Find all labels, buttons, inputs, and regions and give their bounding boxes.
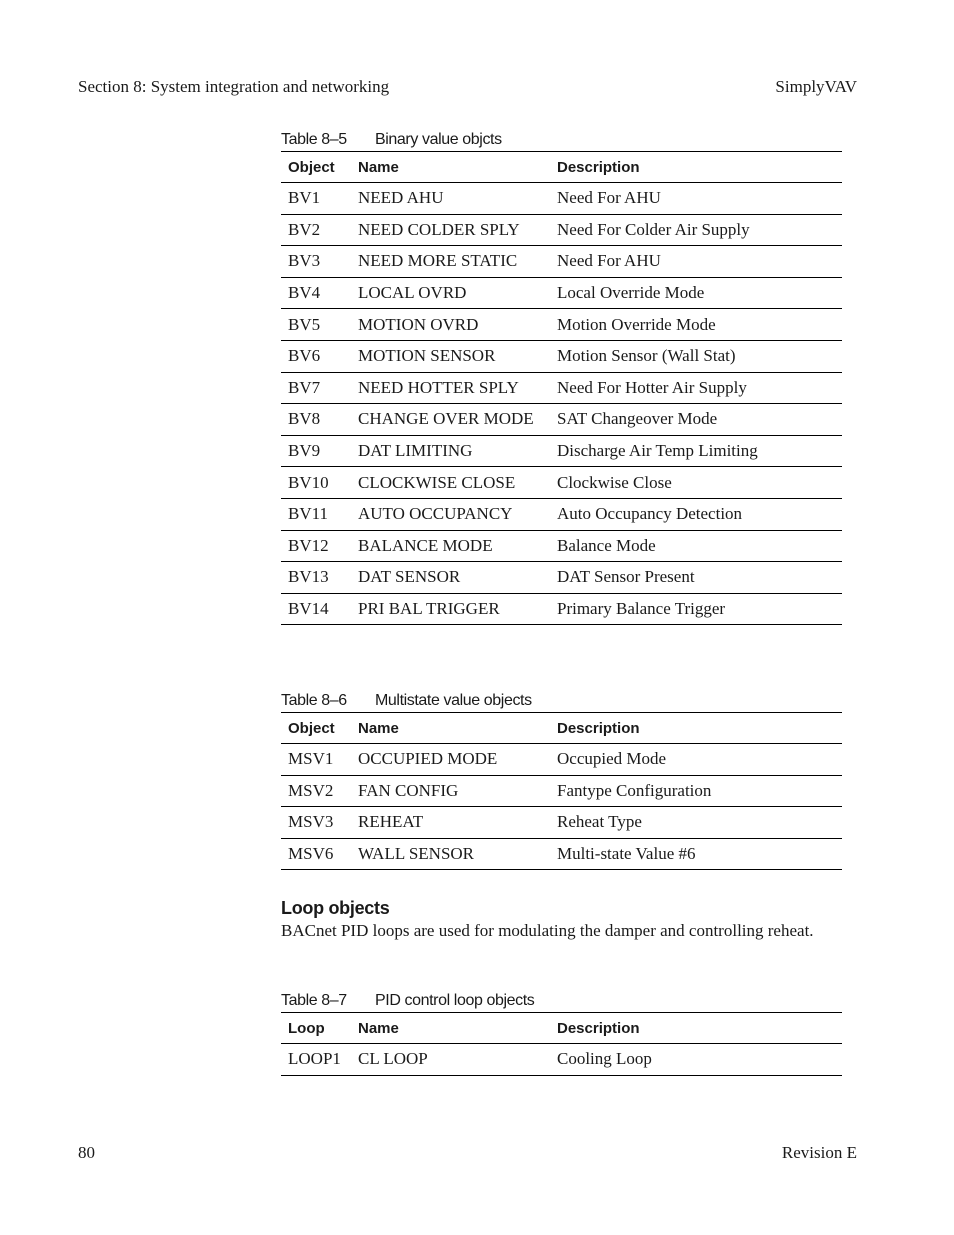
column-header-name: Name [351, 713, 550, 744]
revision-label: Revision E [781, 1143, 857, 1162]
cell-object: BV1 [281, 183, 351, 215]
cell-name: BALANCE MODE [351, 530, 550, 562]
column-header-description: Description [550, 713, 842, 744]
cell-name: NEED COLDER SPLY [351, 214, 550, 246]
table-title: Multistate value objects [375, 692, 532, 709]
cell-description: Cooling Loop [550, 1044, 842, 1076]
cell-name: NEED MORE STATIC [351, 246, 550, 278]
cell-name: PRI BAL TRIGGER [351, 593, 550, 625]
table-body [281, 183, 842, 625]
loop-objects-paragraph: BACnet PID loops are used for modulating the damper and controlling reheat. [281, 921, 814, 940]
cell-name: MOTION SENSOR [351, 340, 550, 372]
table-number: Table 8–5 [281, 131, 347, 148]
cell-object: BV12 [281, 530, 351, 562]
table-row [281, 807, 842, 839]
table-header-row [281, 1013, 842, 1044]
column-header-object: Object [281, 713, 351, 744]
cell-description: DAT Sensor Present [550, 562, 842, 594]
cell-description: Motion Sensor (Wall Stat) [550, 340, 842, 372]
cell-object: BV6 [281, 340, 351, 372]
cell-name: MOTION OVRD [351, 309, 550, 341]
column-header-description: Description [550, 1013, 842, 1044]
table-row [281, 372, 842, 404]
table-row [281, 530, 842, 562]
cell-description: Local Override Mode [550, 277, 842, 309]
table-body [281, 1044, 842, 1076]
cell-description: Auto Occupancy Detection [550, 498, 842, 530]
table-binary-value-objects [281, 129, 842, 625]
cell-name: FAN CONFIG [351, 775, 550, 807]
cell-object: BV5 [281, 309, 351, 341]
cell-object: BV8 [281, 404, 351, 436]
cell-object: BV9 [281, 435, 351, 467]
cell-description: Clockwise Close [550, 467, 842, 499]
cell-object: BV3 [281, 246, 351, 278]
table-caption [281, 129, 842, 151]
table-row [281, 340, 842, 372]
table-pid-control-loop-objects [281, 990, 842, 1076]
table-header-row [281, 713, 842, 744]
cell-description: Occupied Mode [550, 744, 842, 776]
column-header-description: Description [550, 152, 842, 183]
cell-object: MSV6 [281, 838, 351, 870]
cell-description: Need For AHU [550, 183, 842, 215]
table-title: PID control loop objects [375, 992, 535, 1009]
cell-object: BV2 [281, 214, 351, 246]
cell-description: Motion Override Mode [550, 309, 842, 341]
table-row [281, 593, 842, 625]
running-header-section: Section 8: System integration and networking [78, 77, 390, 96]
cell-object: BV14 [281, 593, 351, 625]
cell-name: CHANGE OVER MODE [351, 404, 550, 436]
table-header-row [281, 152, 842, 183]
cell-name: REHEAT [351, 807, 550, 839]
cell-description: Discharge Air Temp Limiting [550, 435, 842, 467]
cell-name: CL LOOP [351, 1044, 550, 1076]
cell-name: OCCUPIED MODE [351, 744, 550, 776]
cell-object: BV11 [281, 498, 351, 530]
cell-object: BV4 [281, 277, 351, 309]
cell-name: NEED AHU [351, 183, 550, 215]
cell-object: MSV3 [281, 807, 351, 839]
table-number: Table 8–7 [281, 992, 347, 1009]
cell-object: BV13 [281, 562, 351, 594]
table-row [281, 246, 842, 278]
cell-object: LOOP1 [281, 1044, 351, 1076]
table-row [281, 214, 842, 246]
column-header-name: Name [351, 152, 550, 183]
table-body [281, 744, 842, 870]
cell-description: Need For AHU [550, 246, 842, 278]
table-row [281, 744, 842, 776]
cell-object: BV7 [281, 372, 351, 404]
table-row [281, 435, 842, 467]
cell-name: WALL SENSOR [351, 838, 550, 870]
cell-description: Reheat Type [550, 807, 842, 839]
table-multistate-value-objects [281, 690, 842, 870]
table-row [281, 467, 842, 499]
table-row [281, 838, 842, 870]
cell-description: Need For Colder Air Supply [550, 214, 842, 246]
cell-description: Primary Balance Trigger [550, 593, 842, 625]
table-row [281, 775, 842, 807]
table-row [281, 562, 842, 594]
column-header-name: Name [351, 1013, 550, 1044]
table-title: Binary value objcts [375, 131, 502, 148]
table-row [281, 277, 842, 309]
cell-object: MSV1 [281, 744, 351, 776]
cell-description: Fantype Configuration [550, 775, 842, 807]
cell-object: MSV2 [281, 775, 351, 807]
table-row [281, 404, 842, 436]
cell-description: Multi-state Value #6 [550, 838, 842, 870]
cell-name: NEED HOTTER SPLY [351, 372, 550, 404]
column-header-object: Object [281, 152, 351, 183]
cell-description: SAT Changeover Mode [550, 404, 842, 436]
page-number: 80 [78, 1143, 95, 1162]
cell-name: LOCAL OVRD [351, 277, 550, 309]
cell-description: Balance Mode [550, 530, 842, 562]
loop-objects-heading: Loop objects [281, 898, 390, 918]
cell-name: DAT SENSOR [351, 562, 550, 594]
cell-description: Need For Hotter Air Supply [550, 372, 842, 404]
table-caption [281, 690, 842, 712]
cell-name: AUTO OCCUPANCY [351, 498, 550, 530]
table-row [281, 1044, 842, 1076]
column-header-loop: Loop [281, 1013, 351, 1044]
table-number: Table 8–6 [281, 692, 347, 709]
table-caption [281, 990, 842, 1012]
table-row [281, 309, 842, 341]
cell-name: DAT LIMITING [351, 435, 550, 467]
running-header-product: SimplyVAV [775, 77, 857, 96]
table-row [281, 183, 842, 215]
cell-object: BV10 [281, 467, 351, 499]
cell-name: CLOCKWISE CLOSE [351, 467, 550, 499]
table-row [281, 498, 842, 530]
